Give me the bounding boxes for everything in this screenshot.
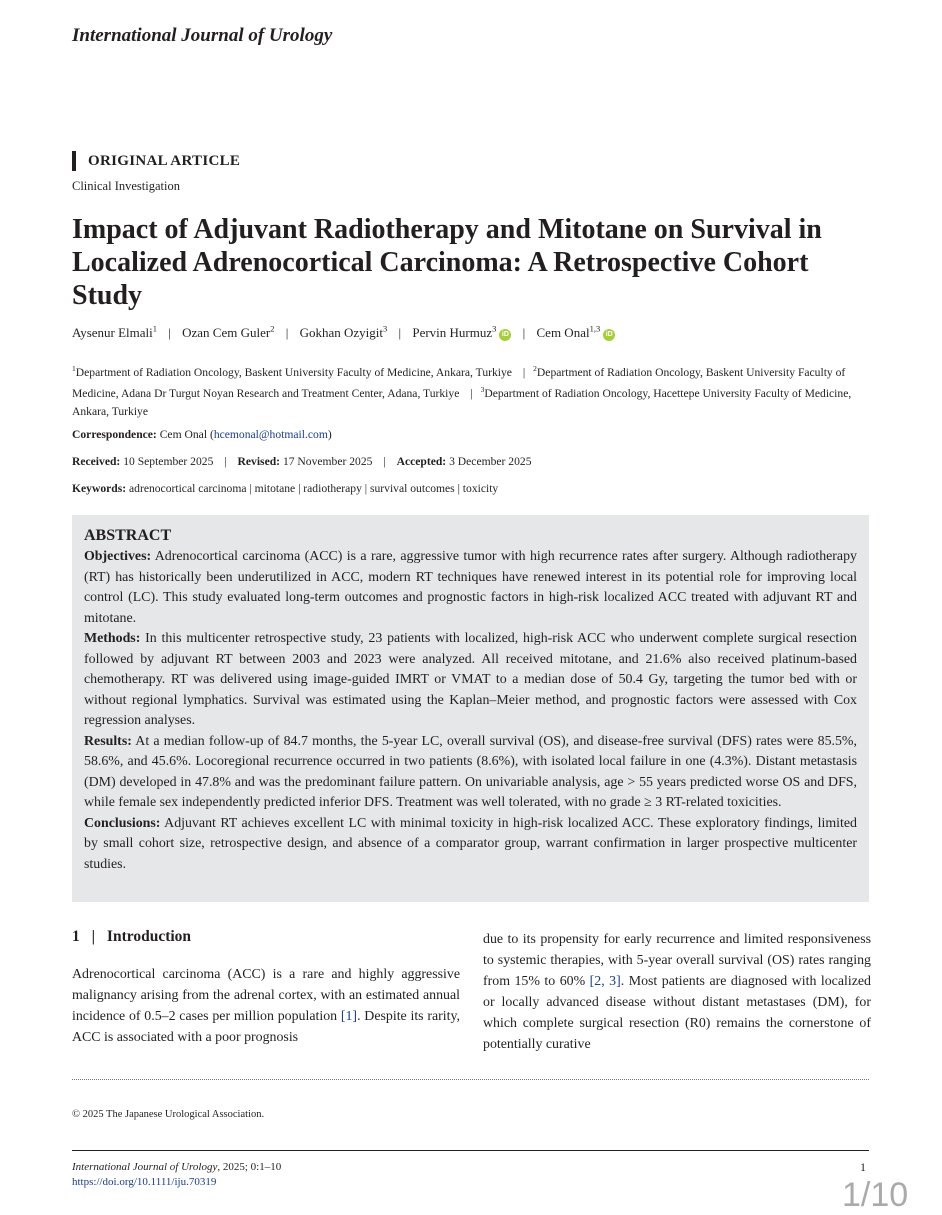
footer-volume: , 2025; 0:1–10 <box>217 1161 282 1173</box>
affiliation-ref: 3 <box>382 324 388 334</box>
received-label: Received: <box>72 455 121 468</box>
affiliation: Department of Radiation Oncology, Baskent University Faculty of Medicine, Ankara, Turkiye <box>75 365 512 379</box>
separator: | <box>398 325 402 341</box>
affiliation-number: 1 <box>72 364 76 373</box>
separator: | <box>168 325 171 341</box>
affiliation-number: 2 <box>533 364 537 373</box>
accepted-label: Accepted: <box>396 455 447 468</box>
section-label: Objectives: <box>84 549 152 564</box>
section-label: Results: <box>84 733 132 749</box>
footer-divider <box>72 1150 869 1151</box>
correspondence-name: Cem Onal <box>159 428 208 441</box>
doi-link[interactable]: https://doi.org/10.1111/iju.70319 <box>72 1176 217 1188</box>
body-text: Adrenocortical carcinoma (ACC) is a rare and highly aggressive malignancy arising from the adrenal cortex, with an estimated annual incidence of 0.5–2 cases per million population <box>72 967 460 1024</box>
separator: | <box>285 325 289 341</box>
introduction-left-column <box>72 964 460 1048</box>
separator: | <box>383 455 386 468</box>
page-number: 1 <box>860 1160 866 1174</box>
affiliations <box>72 360 872 420</box>
revised-date: 17 November 2025 <box>282 455 373 468</box>
section-text: In this multicenter retrospective study, 23 patients with localized, high-risk ACC who underwent complete surgical resection followed by adjuvant RT between 2003 and 2023 were analyzed. All received mitotane, and 21.6% also received platinum-based chemotherapy. RT was delivered using image-guided IMRT or VMAT to a median dose of 50.4 Gy, targeting the tumor bed with or without regional lymphatics. Survival was estimated using the Kaplan–Meier method, and prognostic factors were assessed with Cox regression analyses. <box>84 631 857 728</box>
separator: | <box>522 365 526 379</box>
abstract-results <box>84 732 857 814</box>
affiliation: Department of Radiation Oncology, Hacettepe University Faculty of Medicine, Ankara, Turkiye <box>72 387 852 418</box>
keywords-label: Keywords: <box>72 482 127 495</box>
section-label: Conclusions: <box>84 815 161 831</box>
orcid-icon[interactable]: iD <box>499 329 511 341</box>
abstract-conclusions <box>84 814 857 876</box>
copyright: © 2025 The Japanese Urological Association. <box>72 1109 265 1120</box>
body-text: . Despite its rarity, ACC is associated with a poor prognosis <box>72 1009 460 1045</box>
author <box>300 325 388 340</box>
author-name: Ozan Cem Guler <box>182 325 271 341</box>
correspondence: Correspondence: Cem Onal (hcemonal@hotmail.com) <box>72 428 332 441</box>
article-subtype: Clinical Investigation <box>72 179 180 193</box>
article-title: Impact of Adjuvant Radiotherapy and Mitotane on Survival in Localized Adrenocortical Carcinoma: A Retrospective Cohort Study <box>72 214 822 311</box>
author-name: Cem Onal <box>536 325 590 341</box>
author <box>537 325 616 340</box>
abstract-objectives <box>84 547 857 629</box>
citation-link[interactable]: [1] <box>340 1009 358 1024</box>
author-name: Aysenur Elmali <box>72 325 153 341</box>
author-name: Pervin Hurmuz <box>412 325 493 341</box>
section-text: Adjuvant RT achieves excellent LC with minimal toxicity in high-risk localized ACC. These exploratory findings, limited by small cohort size, retrospective design, and absence of a comparator group, warrant confirmation in larger prospective multicenter studies. <box>84 815 857 872</box>
affiliation-ref: 3 <box>492 324 497 334</box>
introduction-right-column <box>483 929 871 1055</box>
footer-citation <box>72 1161 281 1173</box>
keywords-list: adrenocortical carcinoma | mitotane | radiotherapy | survival outcomes | toxicity <box>129 482 499 495</box>
separator: | <box>470 387 473 401</box>
affiliation-ref: 2 <box>270 324 275 334</box>
correspondence-email-link[interactable]: hcemonal@hotmail.com <box>213 428 328 441</box>
author-list <box>72 324 615 341</box>
viewer-page-indicator: 1/10 <box>842 1176 909 1214</box>
orcid-icon[interactable]: iD <box>603 329 615 341</box>
introduction-heading <box>72 928 191 946</box>
article-type: ORIGINAL ARTICLE <box>72 151 240 171</box>
author <box>412 325 511 340</box>
body-text: due to its propensity for early recurrence and limited responsiveness to systemic therapies, with 5-year overall survival (OS) rates ranging from 15% to 60% <box>483 932 871 989</box>
separator: | <box>522 325 526 341</box>
received-date: 10 September 2025 <box>123 455 214 468</box>
affiliation-ref: 1,3 <box>589 324 601 334</box>
author-name: Gokhan Ozyigit <box>299 325 383 341</box>
affiliation-number: 3 <box>480 385 485 395</box>
accepted-date: 3 December 2025 <box>449 455 532 468</box>
journal-title: International Journal of Urology <box>72 25 333 46</box>
separator: | <box>91 928 96 945</box>
dotted-divider <box>72 1079 869 1080</box>
footer-journal: International Journal of Urology <box>72 1161 218 1173</box>
section-label: Methods: <box>84 631 141 646</box>
abstract-heading: ABSTRACT <box>84 527 172 544</box>
article-dates <box>72 455 532 468</box>
separator: | <box>224 455 227 468</box>
affiliation: Department of Radiation Oncology, Baskent University Faculty of Medicine, Adana Dr Turgut Noyan Research and Treatment Center, Adana, Turkiye <box>72 365 846 401</box>
section-title: Introduction <box>106 928 192 945</box>
body-text: . Most patients are diagnosed with localized or locally advanced disease without distant metastases (DM), for which complete surgical resection (R0) remains the cornerstone of potentially curative <box>483 974 871 1052</box>
author <box>182 325 274 340</box>
revised-label: Revised: <box>237 455 281 468</box>
abstract-box <box>72 515 869 902</box>
author <box>72 325 157 340</box>
section-text: At a median follow-up of 84.7 months, the 5-year LC, overall survival (OS), and disease-free survival (DFS) rates were 85.5%, 58.6%, and 45.6%. Locoregional recurrence occurred in two patients (8.6%), with isolated local failure in one (4.3%). Distant metastasis (DM) developed in 47.8% and was the predominant failure pattern. On univariable analysis, age > 55 years predicted worse OS and DFS, while female sex independently predicted inferior DFS. Treatment was well tolerated, with no grade ≥ 3 RT-related toxicities. <box>84 733 857 810</box>
section-text: Adrenocortical carcinoma (ACC) is a rare, aggressive tumor with high recurrence rates after surgery. Although radiotherapy (RT) has historically been underutilized in ACC, modern RT techniques have renewed interest in its potential role for improving local control (LC). This study evaluated long-term outcomes and prognostic factors in high-risk localized ACC treated with adjuvant RT and mitotane. <box>84 549 857 626</box>
correspondence-label: Correspondence: <box>72 428 157 441</box>
affiliation-ref: 1 <box>152 324 158 334</box>
keywords <box>72 482 498 495</box>
citation-link[interactable]: [2, 3] <box>589 974 621 989</box>
abstract-methods <box>84 629 857 732</box>
section-number: 1 <box>72 928 80 945</box>
